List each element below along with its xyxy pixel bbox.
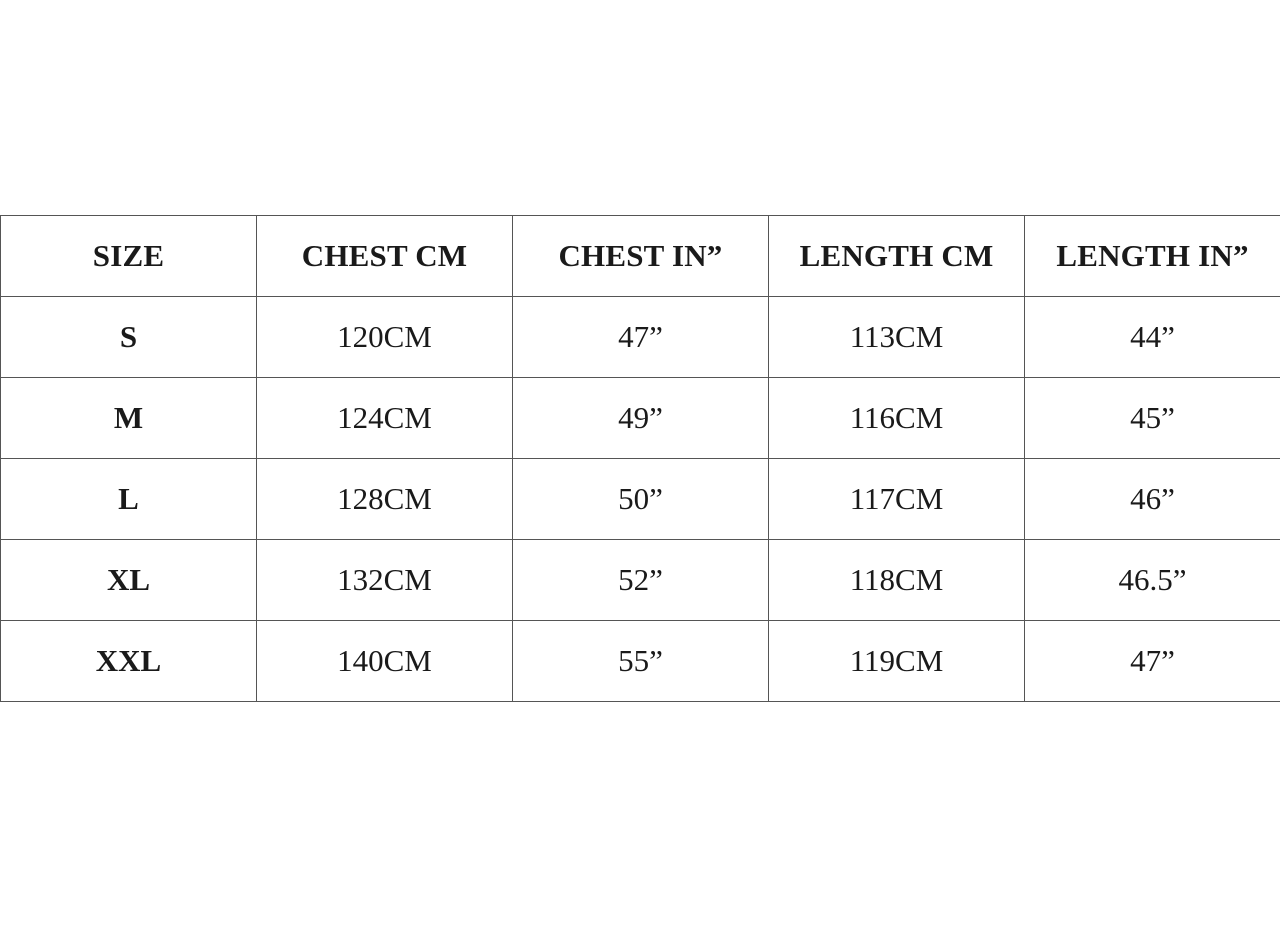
table-row xyxy=(1,540,1280,621)
length-cm-cell: 116CM xyxy=(769,378,1025,459)
chest-cm-cell: 132CM xyxy=(257,540,513,621)
header-length-in: LENGTH IN” xyxy=(1025,216,1280,297)
size-label: M xyxy=(1,378,257,459)
length-in-cell: 46” xyxy=(1025,459,1280,540)
chest-cm-cell: 140CM xyxy=(257,621,513,702)
length-cm-cell: 119CM xyxy=(769,621,1025,702)
length-in-cell: 46.5” xyxy=(1025,540,1280,621)
chest-cm-cell: 128CM xyxy=(257,459,513,540)
chest-in-cell: 55” xyxy=(513,621,769,702)
header-chest-cm: CHEST CM xyxy=(257,216,513,297)
table-row xyxy=(1,297,1280,378)
table-row xyxy=(1,378,1280,459)
length-in-cell: 45” xyxy=(1025,378,1280,459)
size-label: S xyxy=(1,297,257,378)
table-row xyxy=(1,621,1280,702)
length-cm-cell: 117CM xyxy=(769,459,1025,540)
header-length-cm: LENGTH CM xyxy=(769,216,1025,297)
chest-in-cell: 49” xyxy=(513,378,769,459)
length-cm-cell: 118CM xyxy=(769,540,1025,621)
chest-in-cell: 52” xyxy=(513,540,769,621)
chest-in-cell: 50” xyxy=(513,459,769,540)
header-row xyxy=(1,216,1280,297)
length-cm-cell: 113CM xyxy=(769,297,1025,378)
header-size: SIZE xyxy=(1,216,257,297)
header-chest-in: CHEST IN” xyxy=(513,216,769,297)
length-in-cell: 44” xyxy=(1025,297,1280,378)
chest-cm-cell: 120CM xyxy=(257,297,513,378)
size-label: XL xyxy=(1,540,257,621)
chest-cm-cell: 124CM xyxy=(257,378,513,459)
size-chart-table xyxy=(0,215,1280,702)
chest-in-cell: 47” xyxy=(513,297,769,378)
length-in-cell: 47” xyxy=(1025,621,1280,702)
table-row xyxy=(1,459,1280,540)
size-label: XXL xyxy=(1,621,257,702)
size-label: L xyxy=(1,459,257,540)
